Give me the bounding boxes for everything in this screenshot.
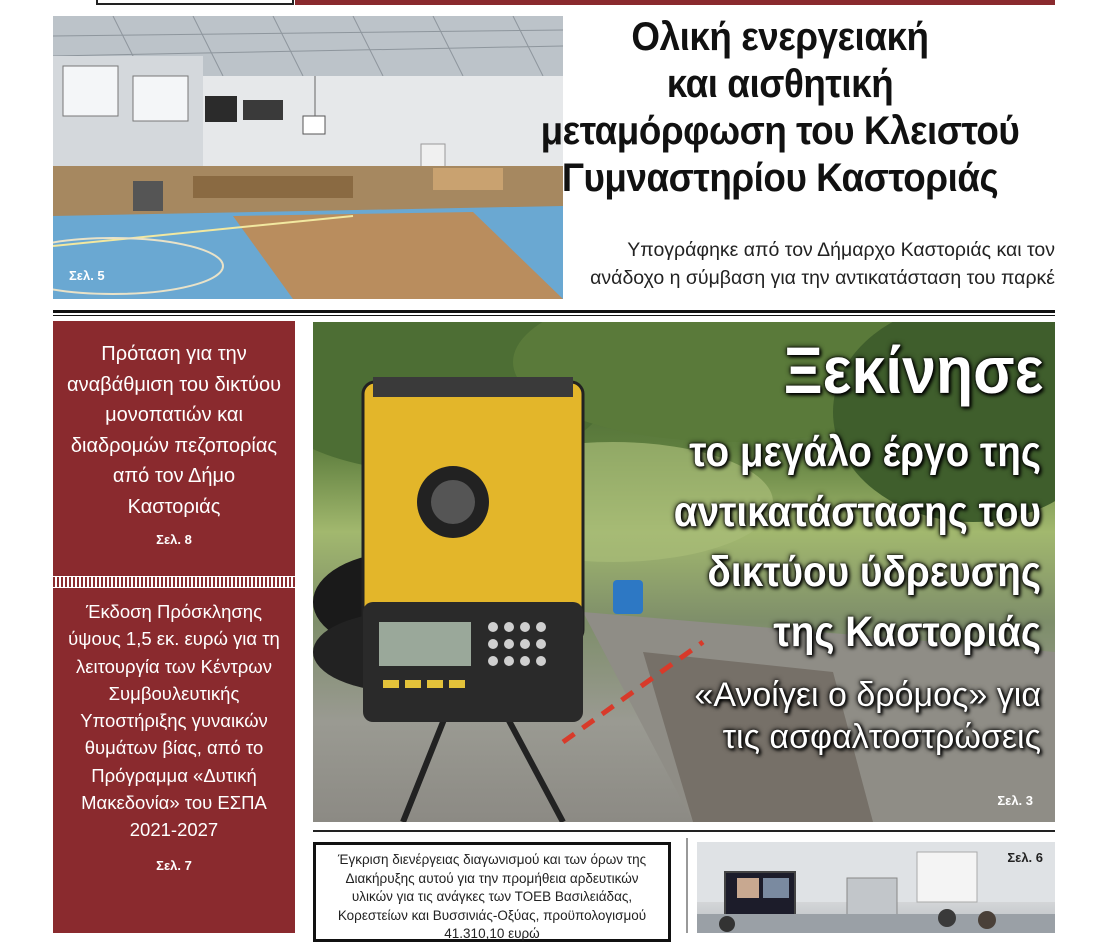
sidebar-story-hiking[interactable]	[53, 321, 295, 576]
gym-page-ref: Σελ. 5	[69, 268, 105, 283]
main-headline-big: Ξεκίνησε	[783, 333, 1043, 407]
main-headline-line: αντικατάστασης του	[673, 488, 1041, 536]
main-headline-line: της Καστοριάς	[773, 608, 1041, 656]
main-headline-line: δικτύου ύδρευσης	[707, 548, 1041, 596]
main-subheadline	[561, 674, 1041, 758]
top-headline-line: μεταμόρφωση του Κλειστού	[540, 109, 1020, 153]
gym-photo	[53, 16, 563, 299]
brief-story-text: Έγκριση διενέργειας διαγωνισμού και των όρων της Διακήρυξης αυτού για την προμήθεια αρδευτικών υλικών για τις ανάγκες των ΤΟΕΒ Βασιλειάδας, Κορεστείων και Βυσσινιάς-Οξύας, προϋπολογισμού 41.310,10 ευρώ	[337, 852, 647, 941]
main-headline	[609, 422, 1041, 662]
main-subheadline-line: «Ανοίγει ο δρόμος» για	[694, 676, 1041, 714]
meeting-photo[interactable]	[697, 842, 1055, 933]
sidebar-page-ref: Σελ. 8	[156, 532, 192, 547]
top-subheadline-line: Υπογράφηκε από τον Δήμαρχο Καστοριάς και τον	[627, 239, 1055, 261]
top-headline-line: και αισθητική	[666, 62, 894, 106]
top-headline[interactable]	[527, 14, 1033, 202]
main-subheadline-line: τις ασφαλτοστρώσεις	[722, 718, 1041, 756]
section-divider-thin	[53, 315, 1055, 316]
sidebar-story-text: Έκδοση Πρόσκλησης ύψους 1,5 εκ. ευρώ για τη λειτουργία των Κέντρων Συμβουλευτικής Υποστήριξης γυναικών θυμάτων βίας, από το Πρόγραμμα «Δυτική Μακεδονία» του ΕΣΠΑ 2021-2027	[68, 601, 280, 841]
top-header-box	[96, 0, 294, 5]
sidebar-separator	[53, 577, 295, 587]
main-headline-line: το μεγάλο έργο της	[689, 428, 1041, 476]
section-divider	[53, 310, 1055, 313]
bottom-divider	[313, 830, 1055, 832]
sidebar-page-ref: Σελ. 7	[156, 857, 192, 873]
top-headline-line: Ολική ενεργειακή	[631, 15, 929, 59]
top-accent-bar	[295, 0, 1055, 5]
sidebar-story-text: Πρόταση για την αναβάθμιση του δικτύου μονοπατιών και διαδρομών πεζοπορίας από τον Δήμο Καστοριάς	[67, 343, 282, 518]
bottom-column-separator	[686, 838, 688, 933]
sidebar-story-women-support[interactable]	[53, 588, 295, 933]
meeting-page-ref: Σελ. 6	[1007, 850, 1043, 865]
water-network-photo[interactable]	[313, 322, 1055, 822]
top-headline-line: Γυμναστηρίου Καστοριάς	[561, 156, 999, 200]
top-subheadline-line: ανάδοχο η σύμβαση για την αντικατάσταση του παρκέ	[590, 267, 1055, 289]
brief-story-box[interactable]	[313, 842, 671, 942]
top-subheadline	[500, 236, 1055, 292]
main-page-ref: Σελ. 3	[997, 793, 1033, 808]
